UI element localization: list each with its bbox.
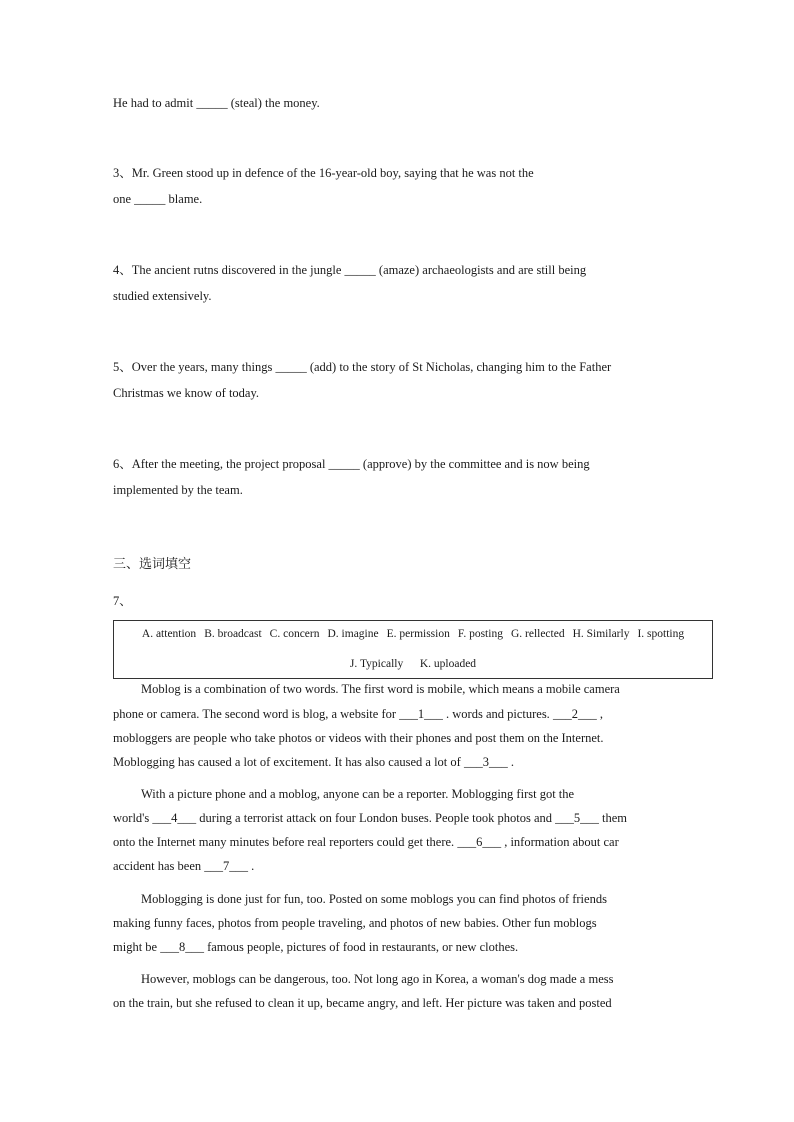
passage-p1-line-2 [113, 706, 603, 722]
option-c: C. concern [269, 628, 320, 640]
question-5-line-1: 5、Over the years, many things _____ (add) to the story of St Nicholas, changing him to the Father [113, 360, 612, 374]
blank-8: ___8___ [160, 940, 204, 954]
text-segment: , information about car [501, 835, 619, 849]
word-bank-row-2 [114, 658, 712, 670]
text-segment: them [598, 811, 627, 825]
option-b: B. broadcast [204, 628, 262, 640]
option-f: F. posting [457, 628, 503, 640]
blank-1: ___1___ [399, 707, 443, 721]
word-bank-box [113, 620, 713, 679]
passage-p3-line-2: making funny faces, photos from people traveling, and photos of new babies. Other fun moblogs [113, 916, 597, 930]
blank-4: ___4___ [152, 811, 197, 825]
section-title: 三、选词填空 [113, 557, 192, 572]
text-segment: Moblogging has caused a lot of excitement. It has also caused a lot of [113, 755, 464, 769]
passage-p1-line-4 [113, 754, 514, 770]
passage-p2-line-2 [113, 810, 627, 826]
question-3-line-2: one _____ blame. [113, 192, 203, 206]
option-h: H. Similarly [572, 628, 630, 640]
text-segment: . [248, 859, 255, 873]
blank-3: ___3___ [463, 755, 508, 769]
question-6-line-2: implemented by the team. [113, 483, 243, 497]
passage-p2-line-4 [113, 858, 254, 874]
text-segment: onto the Internet many minutes before real reporters could get there. [113, 835, 458, 849]
text-segment: . [507, 755, 514, 769]
option-g: G. rellected [510, 628, 565, 640]
question-4-line-2: studied extensively. [113, 289, 212, 303]
question-2-tail: He had to admit _____ (steal) the money. [113, 96, 320, 110]
question-6-line-1: 6、After the meeting, the project proposal _____ (approve) by the committee and is now being [113, 457, 590, 471]
option-a: A. attention [141, 628, 197, 640]
word-bank-row-1 [114, 628, 712, 640]
option-i: I. spotting [637, 628, 685, 640]
text-segment: accident has been [113, 859, 205, 873]
question-3-line-1: 3、Mr. Green stood up in defence of the 16-year-old boy, saying that he was not the [113, 166, 534, 180]
text-segment: might be [113, 940, 161, 954]
passage-p2-line-3 [113, 834, 619, 850]
option-j: J. Typically [349, 658, 404, 670]
text-segment: . words and pictures. [442, 707, 553, 721]
text-segment: , [596, 707, 603, 721]
text-segment: during a terrorist attack on four London buses. People took photos and [196, 811, 556, 825]
passage-p3-line-1: Moblogging is done just for fun, too. Posted on some moblogs you can find photos of friends [141, 892, 607, 906]
blank-6: ___6___ [457, 835, 502, 849]
text-segment: famous people, pictures of food in restaurants, or new clothes. [203, 940, 519, 954]
passage-p4-line-1: However, moblogs can be dangerous, too. Not long ago in Korea, a woman's dog made a mess [141, 972, 614, 986]
option-d: D. imagine [327, 628, 379, 640]
question-5-line-2: Christmas we know of today. [113, 386, 260, 400]
option-k: K. uploaded [419, 658, 477, 670]
option-e: E. permission [386, 628, 450, 640]
blank-5: ___5___ [555, 811, 599, 825]
passage-p2-line-1: With a picture phone and a moblog, anyone can be a reporter. Moblogging first got the [141, 787, 575, 801]
passage-p3-line-3 [113, 939, 518, 955]
text-segment: world's [113, 811, 153, 825]
passage-p1-line-3: mobloggers are people who take photos or videos with their phones and post them on the Internet. [113, 731, 604, 745]
blank-2: ___2___ [552, 707, 597, 721]
question-7-number: 7、 [113, 594, 132, 608]
passage-p4-line-2: on the train, but she refused to clean it up, became angry, and left. Her picture was taken and posted [113, 996, 612, 1010]
passage-p1-line-1: Moblog is a combination of two words. The first word is mobile, which means a mobile camera [141, 682, 620, 696]
question-4-line-1: 4、The ancient rutns discovered in the jungle _____ (amaze) archaeologists and are still being [113, 263, 587, 277]
text-segment: phone or camera. The second word is blog, a website for [113, 707, 400, 721]
blank-7: ___7___ [204, 859, 249, 873]
